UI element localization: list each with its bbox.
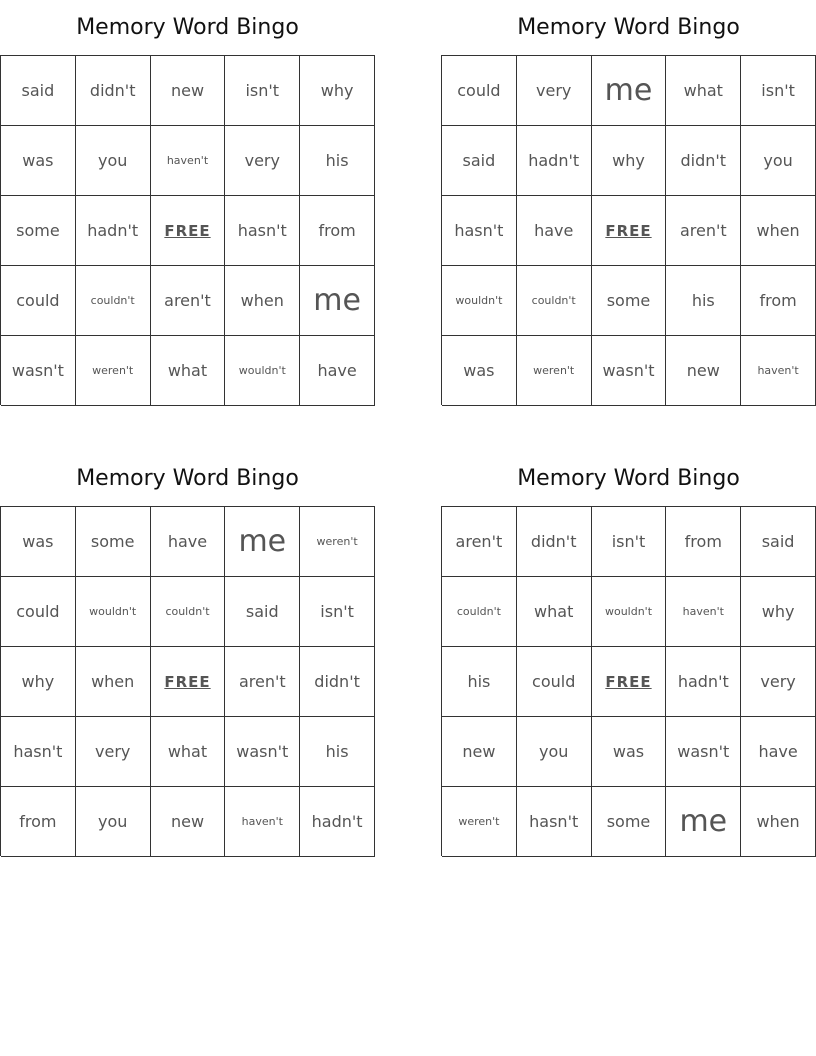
bingo-cell: why — [741, 577, 816, 647]
bingo-cell: hasn't — [1, 717, 76, 787]
bingo-cell: was — [592, 717, 667, 787]
bingo-cell: you — [741, 126, 816, 196]
bingo-cell: wasn't — [225, 717, 300, 787]
bingo-cell: have — [517, 196, 592, 266]
bingo-grid — [0, 55, 375, 405]
bingo-grid — [441, 506, 816, 856]
bingo-cell: weren't — [517, 336, 592, 406]
bingo-cell: hadn't — [76, 196, 151, 266]
bingo-cell: weren't — [76, 336, 151, 406]
bingo-cell: his — [300, 717, 375, 787]
bingo-cell: some — [592, 266, 667, 336]
bingo-cell: aren't — [442, 507, 517, 577]
bingo-cell: could — [517, 647, 592, 717]
bingo-cell: very — [741, 647, 816, 717]
card-title: Memory Word Bingo — [517, 15, 740, 40]
bingo-cell: from — [300, 196, 375, 266]
bingo-cell: was — [1, 126, 76, 196]
bingo-cell: hadn't — [300, 787, 375, 857]
bingo-card-4 — [441, 451, 816, 856]
bingo-cell: you — [76, 787, 151, 857]
bingo-cell: me — [300, 266, 375, 336]
free-space-cell: FREE — [151, 647, 226, 717]
bingo-cell: wasn't — [592, 336, 667, 406]
bingo-cell: why — [300, 56, 375, 126]
bingo-cell: new — [442, 717, 517, 787]
bingo-cell: said — [442, 126, 517, 196]
bingo-cell: hasn't — [517, 787, 592, 857]
bingo-card-3 — [0, 451, 375, 856]
bingo-cell: hadn't — [666, 647, 741, 717]
card-title: Memory Word Bingo — [517, 466, 740, 491]
bingo-cell: couldn't — [442, 577, 517, 647]
free-space-cell: FREE — [592, 647, 667, 717]
bingo-cell: very — [225, 126, 300, 196]
bingo-cell: didn't — [300, 647, 375, 717]
bingo-cell: haven't — [741, 336, 816, 406]
bingo-cell: could — [1, 266, 76, 336]
bingo-cell: said — [1, 56, 76, 126]
card-title: Memory Word Bingo — [76, 15, 299, 40]
bingo-cell: when — [76, 647, 151, 717]
bingo-cell: wasn't — [1, 336, 76, 406]
bingo-cell: his — [666, 266, 741, 336]
bingo-cell: new — [666, 336, 741, 406]
bingo-cell: have — [741, 717, 816, 787]
bingo-cell: when — [741, 787, 816, 857]
bingo-cell: you — [517, 717, 592, 787]
bingo-cell: was — [1, 507, 76, 577]
bingo-cell: hasn't — [442, 196, 517, 266]
bingo-cell: why — [592, 126, 667, 196]
bingo-cell: was — [442, 336, 517, 406]
bingo-cell: have — [300, 336, 375, 406]
bingo-cell: weren't — [300, 507, 375, 577]
bingo-cell: what — [666, 56, 741, 126]
bingo-cell: wouldn't — [225, 336, 300, 406]
bingo-cell: could — [1, 577, 76, 647]
bingo-cell: what — [151, 717, 226, 787]
bingo-cell: couldn't — [517, 266, 592, 336]
bingo-cell: said — [225, 577, 300, 647]
bingo-cell: when — [741, 196, 816, 266]
bingo-cell: some — [76, 507, 151, 577]
bingo-cell: from — [1, 787, 76, 857]
bingo-cell: haven't — [666, 577, 741, 647]
bingo-cell: very — [76, 717, 151, 787]
bingo-card-2 — [441, 0, 816, 405]
bingo-cell: when — [225, 266, 300, 336]
bingo-cell: what — [517, 577, 592, 647]
bingo-cell: isn't — [225, 56, 300, 126]
bingo-cell: hasn't — [225, 196, 300, 266]
bingo-cell: isn't — [592, 507, 667, 577]
bingo-cell: me — [592, 56, 667, 126]
bingo-cell: isn't — [300, 577, 375, 647]
bingo-cell: haven't — [225, 787, 300, 857]
bingo-cell: what — [151, 336, 226, 406]
bingo-cell: could — [442, 56, 517, 126]
bingo-cell: said — [741, 507, 816, 577]
bingo-cell: weren't — [442, 787, 517, 857]
bingo-cell: his — [442, 647, 517, 717]
bingo-cell: new — [151, 787, 226, 857]
bingo-cell: haven't — [151, 126, 226, 196]
bingo-cell: some — [1, 196, 76, 266]
bingo-cell: from — [666, 507, 741, 577]
bingo-cell: his — [300, 126, 375, 196]
bingo-cell: some — [592, 787, 667, 857]
bingo-cell: aren't — [225, 647, 300, 717]
bingo-cell: wouldn't — [76, 577, 151, 647]
bingo-cell: wasn't — [666, 717, 741, 787]
bingo-cell: isn't — [741, 56, 816, 126]
bingo-cell: me — [225, 507, 300, 577]
free-space-cell: FREE — [592, 196, 667, 266]
bingo-cell: aren't — [151, 266, 226, 336]
bingo-cell: me — [666, 787, 741, 857]
free-space-cell: FREE — [151, 196, 226, 266]
bingo-cell: aren't — [666, 196, 741, 266]
bingo-cell: wouldn't — [592, 577, 667, 647]
bingo-cell: wouldn't — [442, 266, 517, 336]
bingo-cell: why — [1, 647, 76, 717]
bingo-cell: couldn't — [151, 577, 226, 647]
bingo-cell: you — [76, 126, 151, 196]
bingo-grid — [0, 506, 375, 856]
card-title: Memory Word Bingo — [76, 466, 299, 491]
bingo-card-1 — [0, 0, 375, 405]
bingo-cell: hadn't — [517, 126, 592, 196]
bingo-cell: didn't — [76, 56, 151, 126]
bingo-cell: didn't — [517, 507, 592, 577]
bingo-cell: couldn't — [76, 266, 151, 336]
bingo-cell: have — [151, 507, 226, 577]
bingo-cell: from — [741, 266, 816, 336]
bingo-cell: didn't — [666, 126, 741, 196]
bingo-cell: new — [151, 56, 226, 126]
bingo-cell: very — [517, 56, 592, 126]
bingo-grid — [441, 55, 816, 405]
